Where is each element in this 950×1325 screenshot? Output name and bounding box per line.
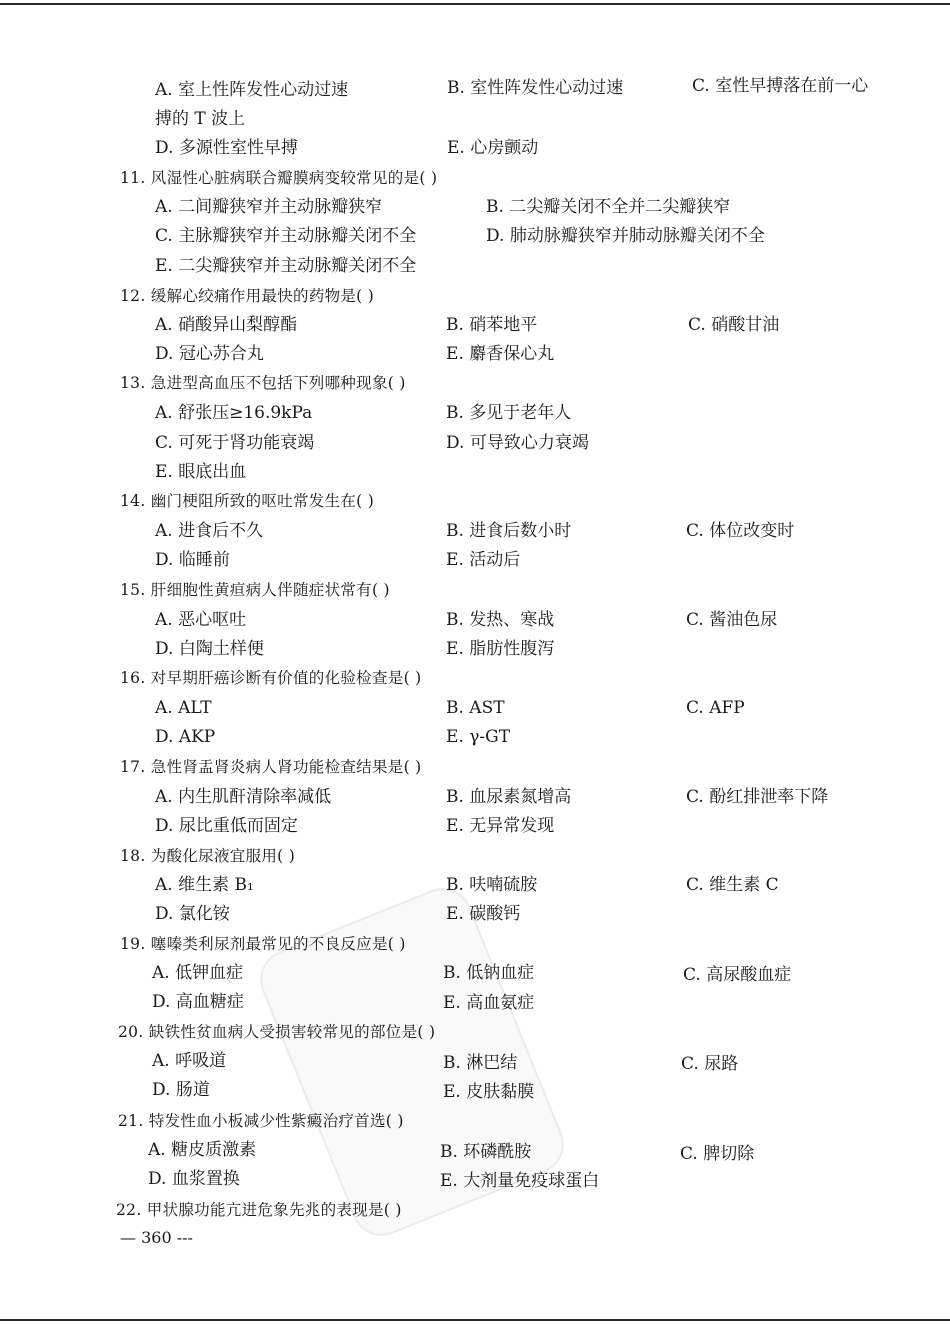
question-12: 12. 缓解心绞痛作用最快的药物是( ): [120, 287, 375, 305]
option-q10-e: E. 心房颤动: [447, 138, 539, 158]
option-q19-d: D. 高血糖症: [152, 992, 244, 1012]
option-q17-b: B. 血尿素氮增高: [446, 787, 572, 807]
option-q21-a: A. 糖皮质激素: [148, 1140, 257, 1160]
option-q15-a: A. 恶心呕吐: [155, 610, 247, 630]
option-q21-e: E. 大剂量免疫球蛋白: [440, 1171, 600, 1191]
question-17: 17. 急性肾盂肾炎病人肾功能检查结果是( ): [120, 758, 422, 776]
question-16: 16. 对早期肝癌诊断有价值的化验检查是( ): [120, 669, 422, 687]
option-q20-b: B. 淋巴结: [443, 1053, 518, 1073]
option-q16-c: C. AFP: [686, 698, 745, 718]
option-q16-e: E. γ-GT: [446, 727, 511, 747]
option-q15-b: B. 发热、寒战: [446, 610, 555, 630]
option-q18-e: E. 碳酸钙: [446, 904, 521, 924]
question-15: 15. 肝细胞性黄疸病人伴随症状常有( ): [120, 581, 390, 599]
option-q17-d: D. 尿比重低而固定: [155, 816, 298, 836]
option-q10-c-continued: 搏的 T 波上: [155, 109, 246, 129]
option-q12-d: D. 冠心苏合丸: [155, 344, 264, 364]
option-q20-e: E. 皮肤黏膜: [443, 1082, 535, 1102]
option-q20-c: C. 尿路: [681, 1054, 739, 1074]
option-q19-a: A. 低钾血症: [152, 963, 244, 983]
option-q11-e: E. 二尖瓣狭窄并主动脉瓣关闭不全: [155, 256, 417, 276]
option-q14-c: C. 体位改变时: [686, 521, 795, 541]
option-q12-b: B. 硝苯地平: [446, 315, 538, 335]
option-q20-d: D. 肠道: [152, 1080, 210, 1100]
option-q14-a: A. 进食后不久: [155, 521, 264, 541]
option-q14-d: D. 临睡前: [155, 550, 230, 570]
option-q10-b: B. 室性阵发性心动过速: [447, 78, 624, 98]
top-rule: [0, 3, 950, 5]
option-q19-e: E. 高血氨症: [443, 993, 535, 1013]
option-q16-a: A. ALT: [155, 698, 212, 718]
option-q18-c: C. 维生素 C: [686, 875, 779, 895]
option-q16-d: D. AKP: [155, 727, 216, 747]
option-q20-a: A. 呼吸道: [152, 1051, 227, 1071]
option-q17-e: E. 无异常发现: [446, 816, 555, 836]
option-q13-d: D. 可导致心力衰竭: [446, 433, 589, 453]
question-14: 14. 幽门梗阻所致的呕吐常发生在( ): [120, 492, 375, 510]
option-q13-c: C. 可死于肾功能衰竭: [155, 433, 315, 453]
option-q13-e: E. 眼底出血: [155, 462, 247, 482]
option-q15-e: E. 脂肪性腹泻: [446, 639, 555, 659]
option-q18-d: D. 氯化铵: [155, 904, 230, 924]
option-q10-c: C. 室性早搏落在前一心: [692, 76, 869, 96]
option-q16-b: B. AST: [446, 698, 505, 718]
question-11: 11. 风湿性心脏病联合瓣膜病变较常见的是( ): [120, 169, 438, 187]
question-19: 19. 噻嗪类利尿剂最常见的不良反应是( ): [120, 935, 406, 953]
option-q12-e: E. 麝香保心丸: [446, 344, 555, 364]
question-20: 20. 缺铁性贫血病人受损害较常见的部位是( ): [118, 1023, 436, 1041]
option-q15-c: C. 酱油色尿: [686, 610, 778, 630]
option-q15-d: D. 白陶土样便: [155, 639, 264, 659]
option-q18-a: A. 维生素 B₁: [155, 875, 254, 895]
option-q13-b: B. 多见于老年人: [446, 403, 572, 423]
option-q18-b: B. 呋喃硫胺: [446, 875, 538, 895]
page-number: — 360 ---: [120, 1228, 193, 1247]
question-13: 13. 急进型高血压不包括下列哪种现象( ): [120, 374, 406, 392]
question-21: 21. 特发性血小板减少性紫癜治疗首选( ): [118, 1112, 404, 1130]
option-q17-a: A. 内生肌酐清除率减低: [155, 787, 332, 807]
option-q21-b: B. 环磷酰胺: [440, 1142, 532, 1162]
bottom-rule: [0, 1319, 950, 1321]
option-q14-b: B. 进食后数小时: [446, 521, 572, 541]
question-18: 18. 为酸化尿液宜服用( ): [120, 847, 296, 865]
option-q11-d: D. 肺动脉瓣狭窄并肺动脉瓣关闭不全: [486, 226, 765, 246]
option-q10-d: D. 多源性室性早搏: [155, 138, 298, 158]
option-q10-a: A. 室上性阵发性心动过速: [155, 80, 349, 100]
option-q11-a: A. 二间瓣狭窄并主动脉瓣狭窄: [155, 197, 383, 217]
option-q13-a: A. 舒张压≥16.9kPa: [155, 403, 313, 423]
option-q21-c: C. 脾切除: [680, 1144, 755, 1164]
option-q14-e: E. 活动后: [446, 550, 521, 570]
option-q17-c: C. 酚红排泄率下降: [686, 787, 829, 807]
option-q12-a: A. 硝酸异山梨醇酯: [155, 315, 298, 335]
option-q21-d: D. 血浆置换: [148, 1169, 240, 1189]
option-q19-b: B. 低钠血症: [443, 963, 535, 983]
option-q11-c: C. 主脉瓣狭窄并主动脉瓣关闭不全: [155, 226, 417, 246]
question-22: 22. 甲状腺功能亢进危象先兆的表现是( ): [116, 1201, 402, 1219]
option-q19-c: C. 高尿酸血症: [683, 965, 792, 985]
option-q11-b: B. 二尖瓣关闭不全并二尖瓣狭窄: [486, 197, 731, 217]
option-q12-c: C. 硝酸甘油: [688, 315, 780, 335]
